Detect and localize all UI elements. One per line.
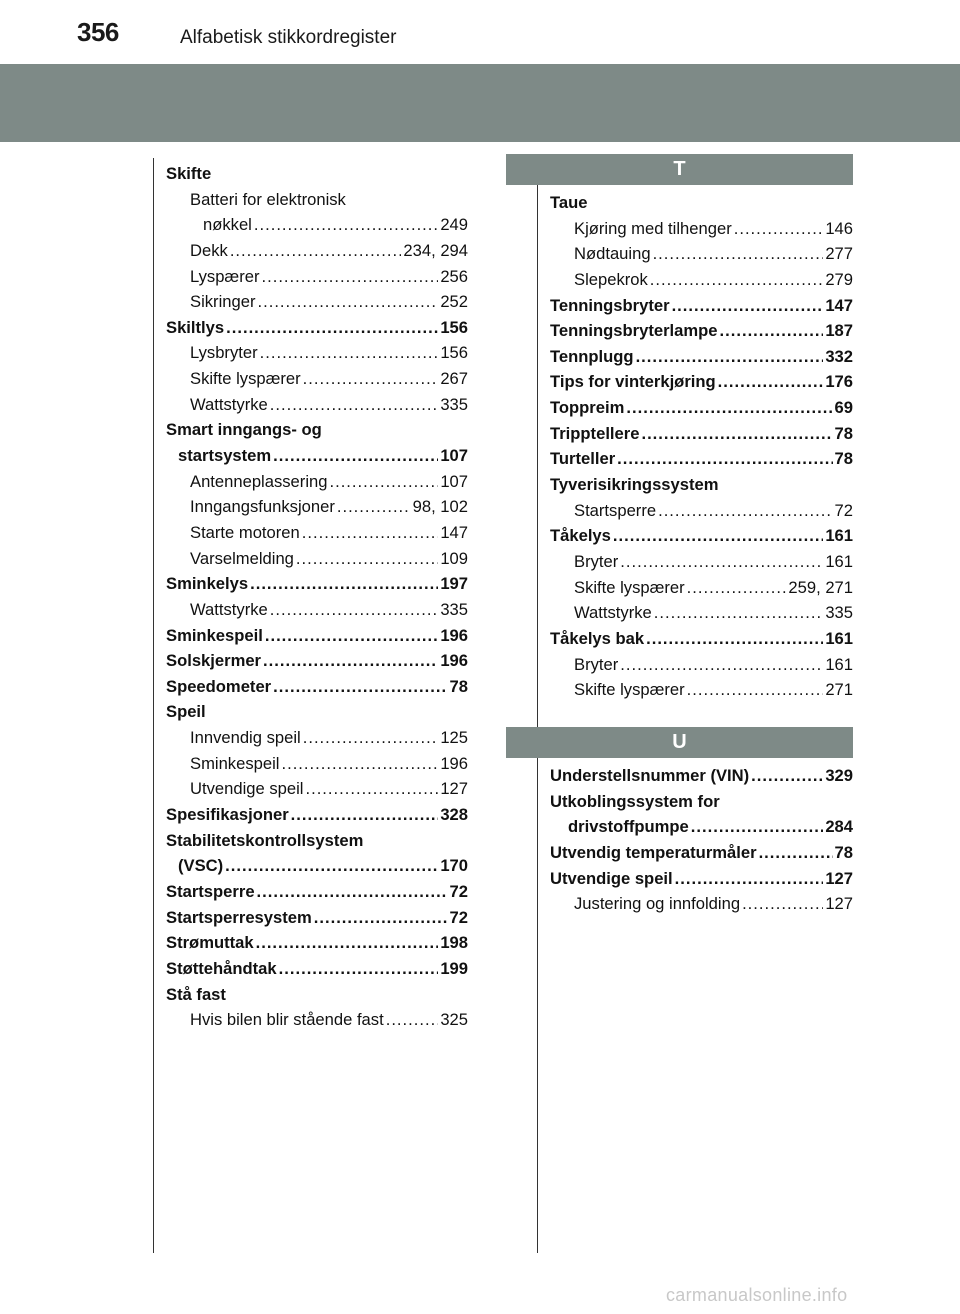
dot-leader — [691, 814, 824, 840]
entry-term: Startsperre — [166, 881, 255, 901]
entry-page-ref: 176 — [825, 372, 853, 392]
dot-leader — [654, 600, 824, 626]
index-entry — [166, 905, 468, 931]
entry-term: Bryter — [574, 654, 619, 674]
entry-term: Hvis bilen blir stående fast — [190, 1010, 384, 1030]
dot-leader — [658, 498, 832, 524]
entry-page-ref: 234, 294 — [403, 240, 468, 260]
index-entry — [166, 982, 468, 1008]
entry-page-ref: 329 — [825, 766, 853, 785]
index-entry — [166, 571, 468, 597]
entry-page-ref: 335 — [440, 394, 468, 414]
index-entry — [550, 216, 853, 242]
dot-leader — [742, 891, 823, 917]
dot-leader — [329, 469, 438, 495]
entry-page-ref: 72 — [449, 907, 468, 927]
dot-leader — [337, 494, 411, 520]
entry-page-ref: 161 — [825, 628, 853, 648]
entry-page-ref: 187 — [825, 321, 853, 341]
dot-leader — [720, 318, 824, 344]
entry-page-ref: 78 — [449, 676, 468, 696]
index-entry — [550, 472, 853, 498]
index-entry — [166, 853, 468, 879]
index-entry — [550, 369, 853, 395]
entry-term: Smart inngangs- og — [166, 420, 322, 440]
index-entry — [550, 814, 853, 840]
dot-leader — [314, 905, 448, 931]
index-entry — [550, 190, 853, 216]
index-entry — [550, 241, 853, 267]
entry-term: Speil — [166, 702, 206, 722]
index-entry — [550, 498, 853, 524]
index-entry — [550, 395, 853, 421]
entry-term: Skifte lyspærer — [190, 369, 301, 389]
index-entry — [166, 494, 468, 520]
entry-term: Sminkelys — [166, 574, 249, 594]
entry-term: Toppreim — [550, 398, 625, 418]
dot-leader — [687, 677, 824, 703]
dot-leader — [230, 238, 402, 264]
header-band — [0, 64, 960, 142]
index-entry — [550, 840, 853, 866]
dot-leader — [273, 443, 438, 469]
entry-term: Strømuttak — [166, 933, 254, 953]
index-entry — [550, 763, 853, 789]
entry-term: Tyverisikringssystem — [550, 475, 719, 495]
entry-page-ref: 78 — [834, 842, 853, 862]
dot-leader — [302, 520, 439, 546]
entry-page-ref: 69 — [834, 398, 853, 418]
entry-page-ref: 332 — [825, 346, 853, 366]
entry-page-ref: 328 — [440, 805, 468, 825]
page-number: 356 — [77, 17, 119, 47]
entry-term: Speedometer — [166, 676, 272, 696]
dot-leader — [751, 763, 823, 789]
entry-term: (VSC) — [178, 856, 224, 876]
index-entry — [166, 597, 468, 623]
entry-page-ref: 161 — [825, 654, 853, 674]
index-entry — [166, 289, 468, 315]
dot-leader — [254, 212, 438, 238]
dot-leader — [291, 802, 439, 828]
entry-term: Tennplugg — [550, 346, 634, 366]
entry-term: Starte motoren — [190, 522, 300, 542]
dot-leader — [386, 1007, 439, 1033]
entry-page-ref: 325 — [440, 1010, 468, 1030]
index-entry — [166, 776, 468, 802]
entry-term: Spesifikasjoner — [166, 805, 289, 825]
entry-term: Skifte — [166, 164, 212, 183]
index-entry — [550, 549, 853, 575]
index-entry — [550, 421, 853, 447]
entry-term: Startsperre — [574, 500, 657, 520]
dot-leader — [305, 776, 438, 802]
index-entry — [166, 340, 468, 366]
entry-page-ref: 279 — [825, 269, 853, 289]
entry-term: Tripptellere — [550, 423, 640, 443]
dot-leader — [620, 652, 823, 678]
index-entry — [166, 212, 468, 238]
entry-page-ref: 199 — [440, 958, 468, 978]
dot-leader — [273, 674, 447, 700]
entry-page-ref: 125 — [440, 728, 468, 748]
dot-leader — [226, 315, 438, 341]
entry-term: Turteller — [550, 449, 616, 469]
index-entry — [166, 366, 468, 392]
index-entry — [166, 520, 468, 546]
index-entry — [166, 443, 468, 469]
index-entry — [550, 677, 853, 703]
entry-term: Wattstyrke — [190, 394, 268, 414]
index-entry — [166, 751, 468, 777]
dot-leader — [653, 241, 824, 267]
entry-page-ref: 259, 271 — [788, 577, 853, 597]
entry-term: Utvendige speil — [550, 868, 673, 888]
entry-page-ref: 196 — [440, 651, 468, 671]
index-entry — [550, 267, 853, 293]
entry-page-ref: 161 — [825, 526, 853, 546]
index-entry — [166, 1007, 468, 1033]
index-entry — [166, 725, 468, 751]
entry-term: Justering og innfolding — [574, 894, 741, 914]
entry-term: Innvendig speil — [190, 728, 301, 748]
entry-page-ref: 72 — [834, 500, 853, 520]
dot-leader — [265, 623, 438, 649]
entry-term: Solskjermer — [166, 651, 262, 671]
entry-term: Lysbryter — [190, 343, 258, 363]
entry-page-ref: 98, 102 — [412, 497, 468, 517]
index-entry — [166, 802, 468, 828]
index-entry — [166, 469, 468, 495]
dot-leader — [279, 956, 439, 982]
entry-term: Bryter — [574, 551, 619, 571]
entry-page-ref: 109 — [440, 548, 468, 568]
index-entry — [166, 674, 468, 700]
entry-term: Stabilitetskontrollsystem — [166, 830, 364, 850]
entry-page-ref: 147 — [825, 295, 853, 315]
dot-leader — [759, 840, 833, 866]
dot-leader — [617, 446, 832, 472]
entry-term: Wattstyrke — [190, 599, 268, 619]
entry-page-ref: 147 — [440, 522, 468, 542]
index-entry — [166, 161, 468, 187]
dot-leader — [263, 648, 438, 674]
index-entry — [166, 828, 468, 854]
dot-leader — [257, 289, 438, 315]
index-entry — [166, 648, 468, 674]
index-entry — [550, 600, 853, 626]
index-entry — [550, 446, 853, 472]
entry-page-ref: 284 — [825, 817, 853, 837]
entry-term: Lyspærer — [190, 266, 260, 286]
dot-leader — [672, 293, 824, 319]
entry-page-ref: 156 — [440, 317, 468, 337]
column-divider-middle — [537, 158, 538, 1253]
entry-term: Dekk — [190, 240, 228, 260]
dot-leader — [260, 340, 439, 366]
dot-leader — [303, 725, 439, 751]
dot-leader — [261, 264, 438, 290]
entry-page-ref: 196 — [440, 753, 468, 773]
entry-term: Stå fast — [166, 984, 226, 1004]
entry-term: Wattstyrke — [574, 603, 652, 623]
dot-leader — [636, 344, 824, 370]
entry-term: Utkoblingssystem for — [550, 791, 720, 811]
entry-term: Tenningsbryter — [550, 295, 670, 315]
index-entry — [550, 293, 853, 319]
entry-page-ref: 170 — [440, 856, 468, 876]
entry-page-ref: 127 — [440, 779, 468, 799]
entry-page-ref: 196 — [440, 625, 468, 645]
entry-term: Utvendig temperaturmåler — [550, 842, 757, 862]
entry-page-ref: 197 — [440, 574, 468, 594]
entry-page-ref: 267 — [440, 369, 468, 389]
index-entry — [166, 392, 468, 418]
index-entry — [550, 344, 853, 370]
index-entry — [166, 879, 468, 905]
dot-leader — [281, 751, 438, 777]
entry-term: Skifte lyspærer — [574, 680, 685, 700]
index-entry — [166, 417, 468, 443]
entry-page-ref: 252 — [440, 292, 468, 312]
entry-term: Startsperresystem — [166, 907, 312, 927]
entry-term: Inngangsfunksjoner — [190, 497, 335, 517]
entry-page-ref: 335 — [825, 603, 853, 623]
entry-term: nøkkel — [203, 215, 252, 235]
index-entry — [550, 523, 853, 549]
entry-term: Utvendige speil — [190, 779, 304, 799]
dot-leader — [296, 546, 438, 572]
entry-page-ref: 256 — [440, 266, 468, 286]
index-entry — [550, 866, 853, 892]
dot-leader — [620, 549, 823, 575]
dot-leader — [256, 930, 439, 956]
entry-page-ref: 127 — [825, 868, 853, 888]
entry-term: Batteri for elektronisk — [190, 189, 346, 209]
entry-term: Antenneplassering — [190, 471, 328, 491]
index-entry — [166, 930, 468, 956]
entry-page-ref: 78 — [834, 423, 853, 443]
dot-leader — [734, 216, 824, 242]
dot-leader — [270, 597, 439, 623]
dot-leader — [687, 575, 787, 601]
dot-leader — [225, 853, 438, 879]
entry-term: Understellsnummer (VIN) — [550, 766, 750, 785]
entry-page-ref: 72 — [449, 881, 468, 901]
index-entry — [166, 546, 468, 572]
index-entry — [550, 891, 853, 917]
entry-term: Skiltlys — [166, 317, 225, 337]
entry-page-ref: 198 — [440, 933, 468, 953]
entry-page-ref: 271 — [825, 680, 853, 700]
entry-term: Slepekrok — [574, 269, 648, 289]
entry-term: Sminkespeil — [166, 625, 263, 645]
entry-page-ref: 107 — [440, 446, 468, 466]
entry-term: Tips for vinterkjøring — [550, 372, 716, 392]
entry-term: Støttehåndtak — [166, 958, 277, 978]
dot-leader — [675, 866, 824, 892]
entry-page-ref: 335 — [440, 599, 468, 619]
watermark: carmanualsonline.info — [666, 1285, 848, 1305]
index-entry — [166, 315, 468, 341]
index-entry — [166, 264, 468, 290]
entry-term: Tenningsbryterlampe — [550, 321, 718, 341]
entry-page-ref: 161 — [825, 551, 853, 571]
entry-term: Taue — [550, 193, 588, 212]
entry-term: Kjøring med tilhenger — [574, 218, 732, 238]
dot-leader — [626, 395, 832, 421]
entry-term: Skifte lyspærer — [574, 577, 685, 597]
entry-page-ref: 127 — [825, 894, 853, 914]
dot-leader — [250, 571, 438, 597]
entry-term: Sminkespeil — [190, 753, 280, 773]
column-divider-left — [153, 158, 154, 1253]
entry-term: Tåkelys bak — [550, 628, 645, 648]
index-entry — [550, 318, 853, 344]
index-entry — [550, 626, 853, 652]
dot-leader — [646, 626, 823, 652]
entry-page-ref: 156 — [440, 343, 468, 363]
entry-page-ref: 107 — [440, 471, 468, 491]
entry-term: startsystem — [178, 446, 272, 466]
dot-leader — [270, 392, 439, 418]
entry-page-ref: 277 — [825, 244, 853, 264]
index-column-right-u — [550, 763, 853, 917]
index-entry — [550, 789, 853, 815]
index-entry — [166, 238, 468, 264]
dot-leader — [257, 879, 448, 905]
index-entry — [166, 187, 468, 213]
index-entry — [166, 699, 468, 725]
entry-term: drivstoffpumpe — [568, 817, 689, 837]
entry-term: Tåkelys — [550, 526, 611, 546]
dot-leader — [650, 267, 824, 293]
dot-leader — [718, 369, 824, 395]
index-entry — [550, 575, 853, 601]
dot-leader — [303, 366, 439, 392]
index-entry — [166, 623, 468, 649]
dot-leader — [613, 523, 823, 549]
index-column-left — [166, 161, 468, 1033]
entry-page-ref: 146 — [825, 218, 853, 238]
entry-page-ref: 78 — [834, 449, 853, 469]
entry-term: Sikringer — [190, 292, 256, 312]
entry-page-ref: 249 — [440, 215, 468, 235]
section-header-t: T — [506, 154, 853, 185]
entry-term: Nødtauing — [574, 244, 651, 264]
index-entry — [550, 652, 853, 678]
entry-term: Varselmelding — [190, 548, 294, 568]
section-header-u: U — [506, 727, 853, 758]
index-entry — [166, 956, 468, 982]
page-title: Alfabetisk stikkordregister — [180, 27, 397, 48]
dot-leader — [641, 421, 832, 447]
index-column-right-t — [550, 190, 853, 703]
